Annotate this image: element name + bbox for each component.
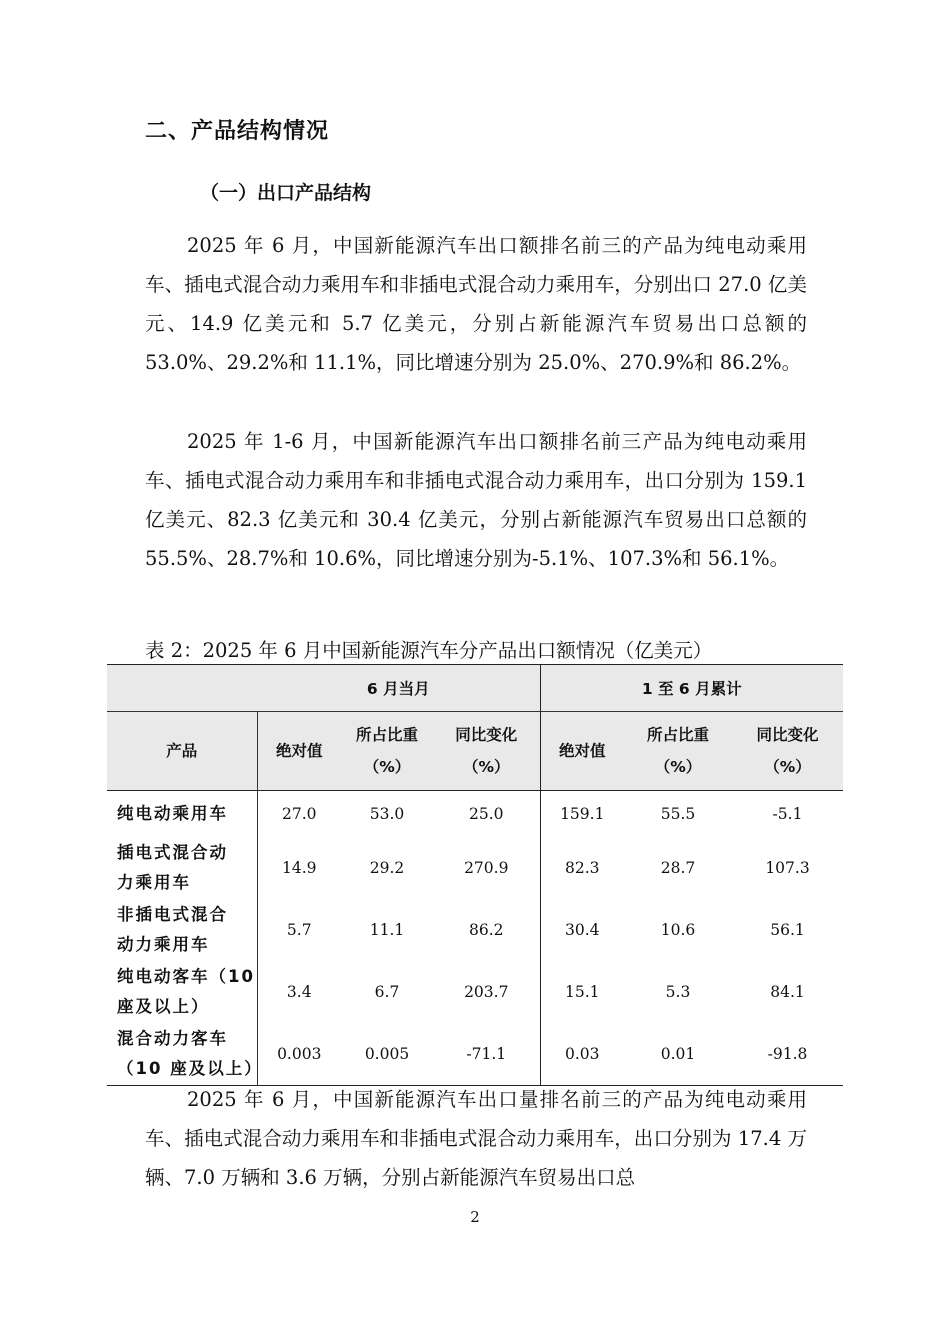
month-share: 29.2 [369,859,405,877]
paragraph-june-export-volume: 2025 年 6 月，中国新能源汽车出口量排名前三的产品为纯电动乘用车、插电式混合动力乘用车和非插电式混合动力乘用车，出口分别为 17.4 万辆、7.0 万辆和 3.6 万辆，分别占新能源汽车贸易出口总 [145,1088,807,1189]
product-name: 纯电动乘用车 [117,804,228,823]
month-share: 11.1 [369,921,405,939]
month-yoy: -71.1 [433,1023,540,1086]
month-yoy: 86.2 [468,921,504,939]
table-row [107,791,843,838]
subsection-title: （一）出口产品结构 [200,182,372,204]
product-name: 插电式混合动 力乘用车 [117,843,228,892]
month-share: 53.0 [369,805,405,823]
header-cum-share: 所占比重 （%） [624,712,732,791]
header-corner [107,665,257,712]
cum-share: 0.01 [624,1023,732,1086]
month-yoy: 270.9 [464,859,509,877]
cum-absolute: 30.4 [540,899,624,961]
cum-yoy: -5.1 [772,805,803,823]
cum-yoy: 56.1 [770,921,805,939]
month-share: 6.7 [374,983,400,1001]
month-absolute: 27.0 [257,791,341,838]
cum-yoy: -91.8 [732,1023,843,1086]
month-absolute: 0.003 [257,1023,341,1086]
cum-yoy: 107.3 [765,859,810,877]
table-row [107,837,843,899]
header-month-share: 所占比重 （%） [341,712,433,791]
page-number: 2 [470,1208,480,1226]
cum-absolute: 15.1 [540,961,624,1023]
header-product: 产品 [107,712,257,791]
month-yoy: 203.7 [464,983,509,1001]
header-cum-yoy: 同比变化 （%） [732,712,843,791]
table-row [107,1023,843,1086]
header-month-absolute: 绝对值 [257,712,341,791]
cum-absolute: 159.1 [540,791,624,838]
product-name: 混合动力客车 （10 座及以上） [107,1023,257,1086]
export-by-product-table [107,664,843,1086]
month-absolute: 3.4 [257,961,341,1023]
paragraph-h1-export-value: 2025 年 1-6 月，中国新能源汽车出口额排名前三产品为纯电动乘用车、插电式混合动力乘用车和非插电式混合动力乘用车，出口分别为 159.1 亿美元、82.3 亿美元和 30.4 亿美元，分别占新能源汽车贸易出口总额的 55.5%、28.7%和 10.6%，同比增速分别为-5.1%、107.3%和 56.1%。 [145,430,807,570]
header-cum-absolute: 绝对值 [540,712,624,791]
header-month-yoy: 同比变化 （%） [433,712,540,791]
cum-absolute: 0.03 [540,1023,624,1086]
cum-absolute: 82.3 [540,837,624,899]
month-absolute: 14.9 [257,837,341,899]
product-name: 非插电式混合 动力乘用车 [117,905,228,954]
month-share: 0.005 [341,1023,433,1086]
header-group-month: 6 月当月 [257,665,540,712]
month-absolute: 5.7 [257,899,341,961]
header-group-cumulative: 1 至 6 月累计 [540,665,843,712]
cum-yoy: 84.1 [770,983,805,1001]
table-caption: 表 2：2025 年 6 月中国新能源汽车分产品出口额情况（亿美元） [145,639,713,662]
paragraph-june-export-value: 2025 年 6 月，中国新能源汽车出口额排名前三的产品为纯电动乘用车、插电式混合动力乘用车和非插电式混合动力乘用车，分别出口 27.0 亿美元、14.9 亿美元和 5.7 亿美元，分别占新能源汽车贸易出口总额的 53.0%、29.2%和 11.1%，同比增速分别为 25.0%、270.9%和 86.2%。 [145,234,807,374]
cum-share: 5.3 [665,983,691,1001]
cum-share: 55.5 [660,805,696,823]
cum-share: 10.6 [660,921,696,939]
product-name: 纯电动客车（10 座及以上） [117,967,255,1016]
table-row [107,961,843,1023]
table-row [107,899,843,961]
month-yoy: 25.0 [468,805,504,823]
section-title: 二、产品结构情况 [145,119,330,144]
cum-share: 28.7 [660,859,696,877]
